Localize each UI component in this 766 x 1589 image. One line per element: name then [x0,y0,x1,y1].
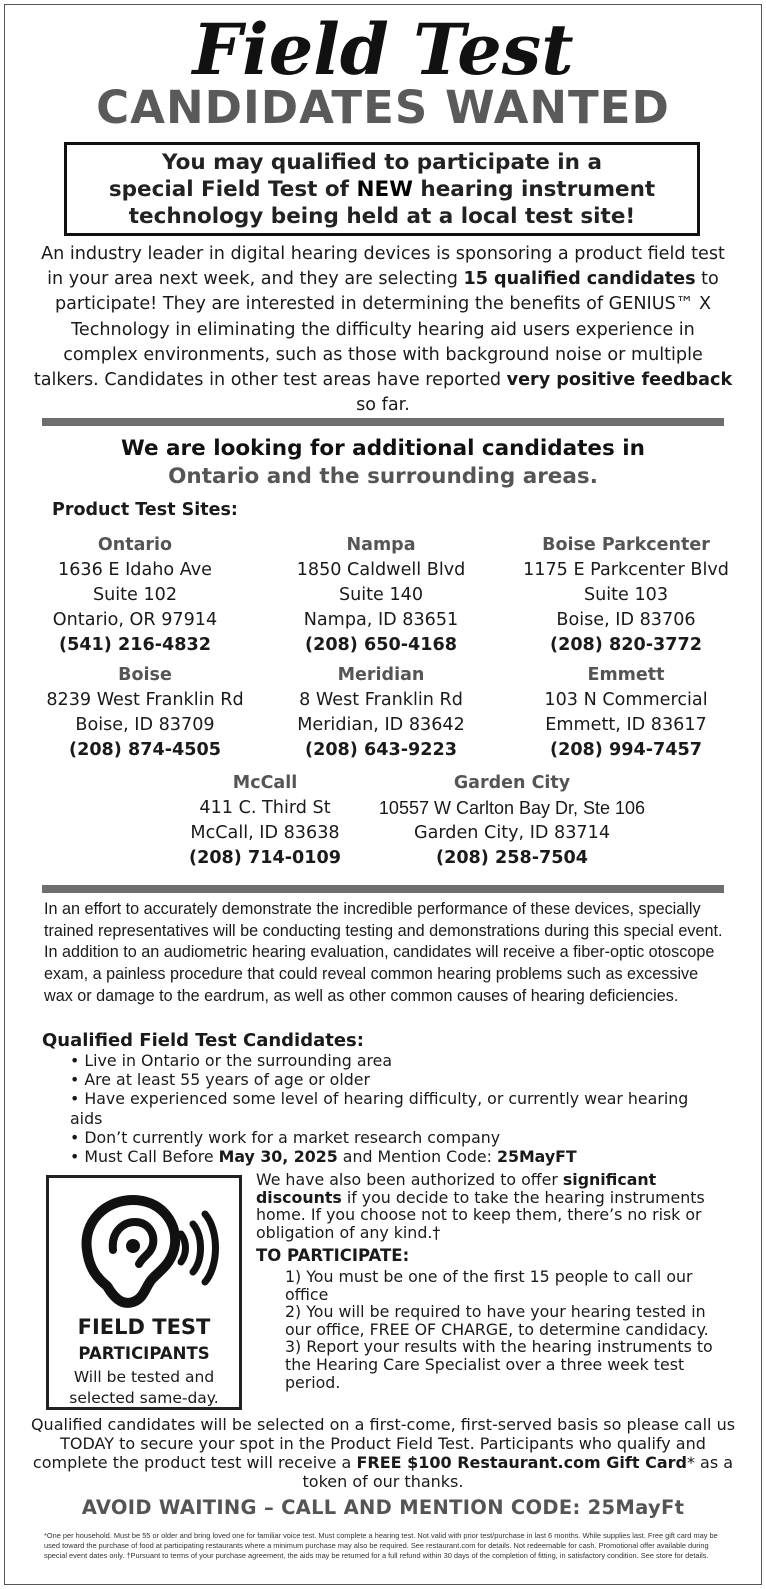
list-item: 2) You will be required to have your hearing tested in our office, FREE OF CHARGE, to determine candidacy. [285,1302,709,1339]
sites-heading: Product Test Sites: [52,500,238,520]
list-item: • Have experienced some level of hearing difficulty, or currently wear hearing aids [70,1089,689,1128]
list-item: 1) You must be one of the first 15 people to call our office [285,1267,693,1304]
list-item: • Live in Ontario or the surrounding area [70,1051,393,1070]
participate-heading: TO PARTICIPATE: [256,1246,410,1265]
callout-line-1: You may qualified to participate in a [162,150,602,175]
fine-print: *One per household. Must be 55 or older and bring loved one for familiar voice test. Must complete a hearing test. Not valid with prior test/purchase in last 6 months. While supplies last. Free gift card may be used toward the purchase of food at participating restaurants where a minimum purchase may also be required. See restaurant.com for details. Not redeemable for cash. Promotional offer available during special event dates only. †Pursuant to terms of your purchase agreement, the aids may be returned for a full refund within 30 days of the completion of fitting, in satisfactory condition. See store for details. [44,1531,718,1560]
participants-badge [46,1175,242,1410]
badge-note: Will be tested and selected same-day. [69,1368,219,1407]
site-boise-parkcenter: Boise Parkcenter 1175 E Parkcenter Blvd Suite 103 Boise, ID 83706 (208) 820-3772 [523,535,729,655]
qualified-list [70,1051,710,1166]
badge-subtitle: PARTICIPANTS [78,1344,210,1363]
closing-paragraph: Qualified candidates will be selected on a first-come, first-served basis so please call us TODAY to secure your spot in the Product Field Test. Participants who qualify and complete the product test will receive a FREE $100 Restaurant.com Gift Card* as a token of our thanks. [30,1415,736,1491]
list-item: • Must Call Before May 30, 2025 and Mention Code: 25MayFT [70,1147,577,1167]
qualified-heading: Qualified Field Test Candidates: [42,1030,364,1051]
ear-sound-icon [49,1178,239,1313]
effort-paragraph: In an effort to accurately demonstrate the incredible performance of these devices, specially trained representatives will be conducting testing and demonstrations during this special event. In addition to an audiometric hearing evaluation, candidates will receive a fiber-optic otoscope exam, a painless procedure that could reveal common hearing problems such as excessive wax or damage to the eardrum, as well as other common causes of hearing deficiencies. [44,900,723,1005]
looking-heading: We are looking for additional candidates in Ontario and the surrounding areas. [121,436,645,489]
callout-line-3: technology being held at a local test site! [128,204,636,229]
site-nampa: Nampa 1850 Caldwell Blvd Suite 140 Nampa, ID 83651 (208) 650-4168 [296,535,466,655]
list-item: • Don’t currently work for a market research company [70,1127,501,1147]
site-emmett: Emmett 103 N Commercial Emmett, ID 83617 (208) 994-7457 [544,665,708,760]
divider [42,885,724,893]
callout-box [64,142,700,236]
badge-title: FIELD TEST [77,1315,211,1339]
site-meridian: Meridian 8 West Franklin Rd Meridian, ID 83642 (208) 643-9223 [297,665,465,760]
script-title-text: Field Test [192,8,574,88]
script-title [0,0,766,88]
list-item: 3) Report your results with the hearing instruments to the Hearing Care Specialist over a three week test period. [285,1337,713,1392]
divider [42,418,724,426]
call-to-action: AVOID WAITING – CALL AND MENTION CODE: 25MayFt [81,1496,685,1519]
callout-line-2: special Field Test of NEW hearing instrument [108,177,656,202]
list-item: • Are at least 55 years of age or older [70,1070,370,1090]
headline-candidates-wanted: CANDIDATES WANTED [96,81,670,134]
site-garden-city: Garden City 10557 W Carlton Bay Dr, Ste 106 Garden City, ID 83714 (208) 258-7504 [378,773,646,868]
participate-steps [285,1268,725,1391]
site-boise: Boise 8239 West Franklin Rd Boise, ID 83709 (208) 874-4505 [46,665,244,760]
site-ontario: Ontario 1636 E Idaho Ave Suite 102 Ontario, OR 97914 (541) 216-4832 [52,535,218,655]
site-mccall: McCall 411 C. Third St McCall, ID 83638 (208) 714-0109 [189,773,341,868]
discounts-paragraph: We have also been authorized to offer significant discounts if you decide to take the hearing instruments home. If you choose not to keep them, there’s no risk or obligation of any kind.† [256,1170,705,1242]
intro-paragraph: An industry leader in digital hearing devices is sponsoring a product field test in your area next week, and they are selecting 15 qualified candidates to participate! They are interested in determining the benefits of GENIUS™ X Technology in eliminating the difficulty hearing aid users experience in complex environments, such as those with background noise or multiple talkers. Candidates in other test areas have reported very positive feedback so far. [33,244,733,416]
